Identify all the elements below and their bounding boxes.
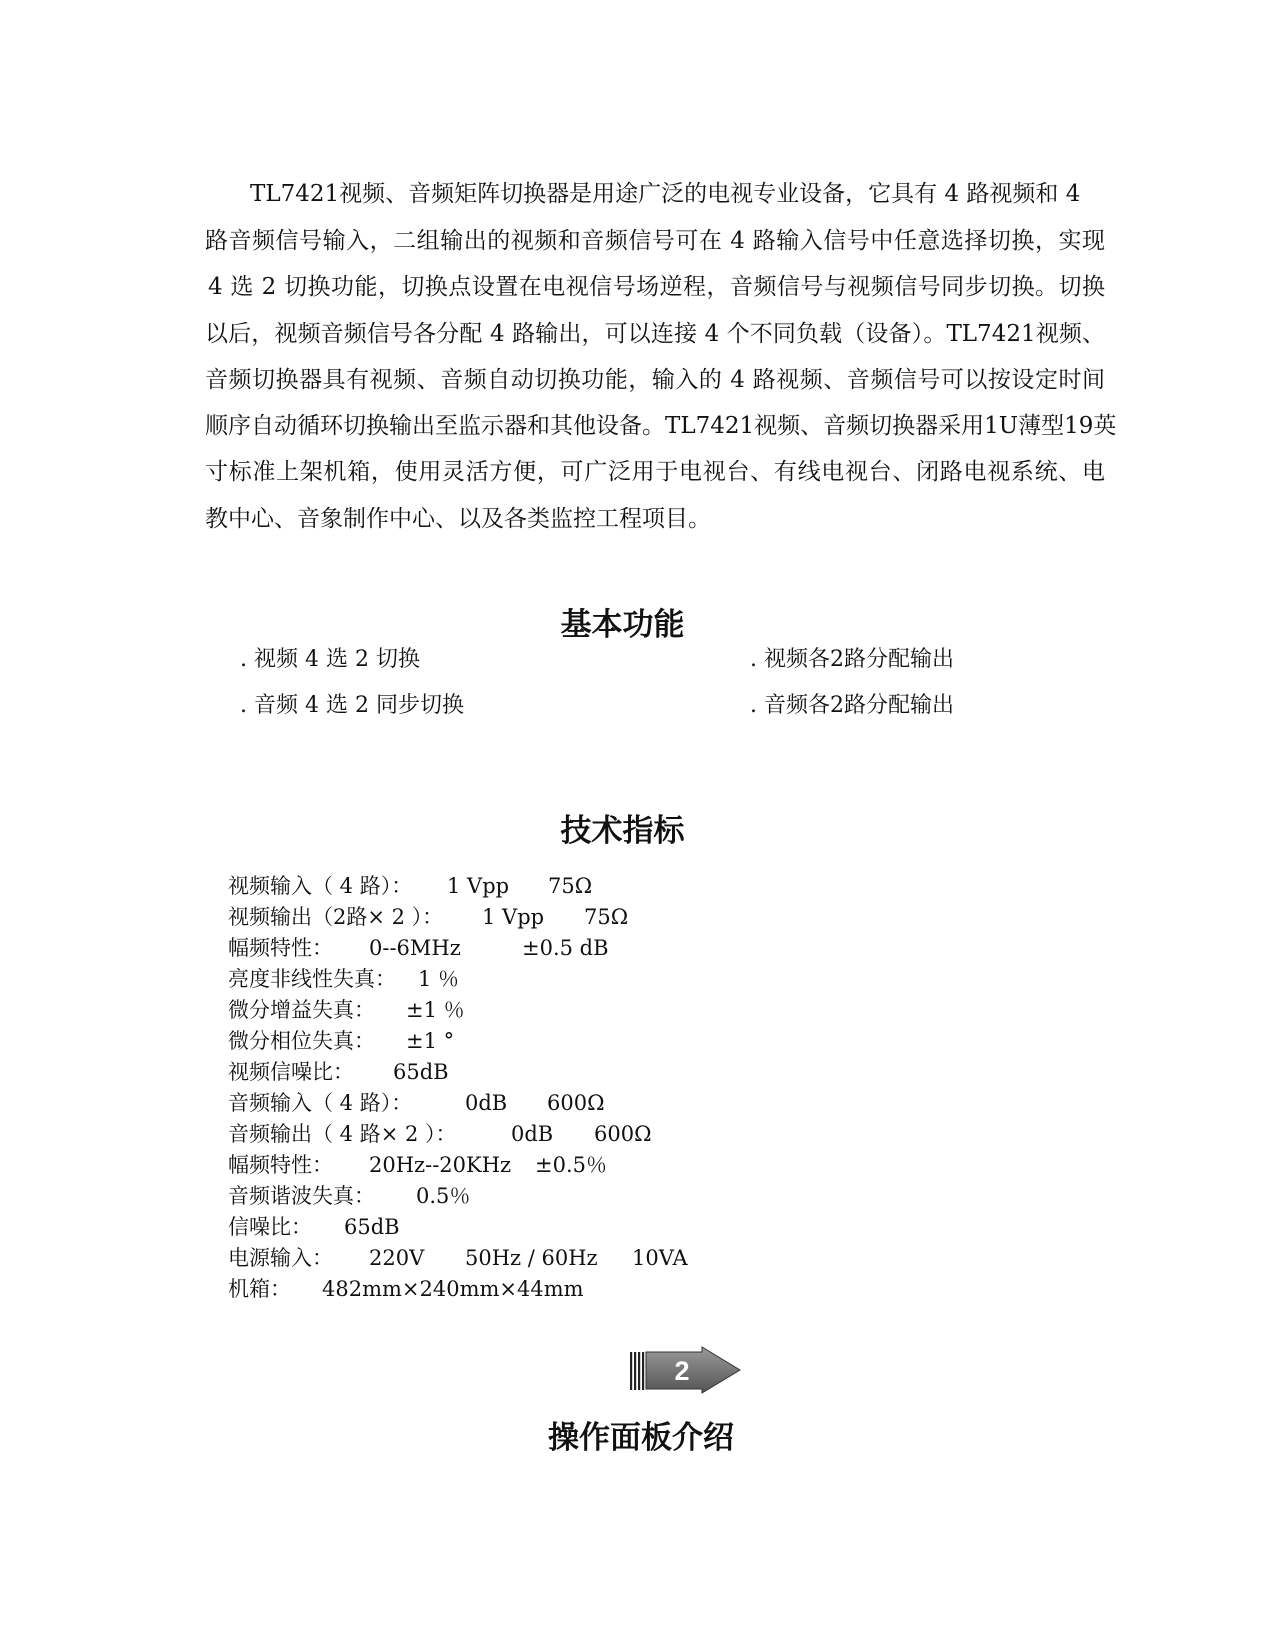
spec-value: 600Ω xyxy=(594,1122,652,1146)
spec-label: 视频输入（ 4 路）： xyxy=(228,874,413,898)
spec-value: 0dB xyxy=(511,1122,554,1146)
spec-row xyxy=(0,1276,1275,1302)
spec-value: 10VA xyxy=(632,1246,688,1270)
spec-label: 信噪比： xyxy=(228,1215,312,1239)
intro-line: 顺序自动循环切换输出至监示器和其他设备。TL7421视频、音频切换器采用1U薄型19英 xyxy=(205,413,1117,439)
spec-value: 1 ％ xyxy=(418,967,460,991)
spec-value: 1 Vpp xyxy=(482,905,545,929)
intro-line: 以后，视频音频信号各分配 4 路输出，可以连接 4 个不同负载（设备）。TL7421视频、 xyxy=(205,321,1105,347)
spec-value: 75Ω xyxy=(584,905,629,929)
section-heading-operation-panel: 操作面板介绍 xyxy=(548,1420,734,1455)
spec-row xyxy=(0,935,1275,961)
spec-value: ±1 ° xyxy=(406,1029,455,1053)
spec-row xyxy=(0,966,1275,992)
spec-value: ±0.5％ xyxy=(535,1153,607,1177)
spec-label: 微分相位失真： xyxy=(228,1029,375,1053)
spec-row xyxy=(0,904,1275,930)
spec-label: 幅频特性： xyxy=(228,1153,333,1177)
intro-line: 寸标准上架机箱，使用灵活方便，可广泛用于电视台、有线电视台、闭路电视系统、电 xyxy=(205,459,1105,485)
feature-item: . 视频各2路分配输出 xyxy=(750,647,954,672)
spec-value: 65dB xyxy=(344,1215,400,1239)
badge-stripes xyxy=(630,1352,644,1390)
spec-value: 75Ω xyxy=(548,874,593,898)
spec-label: 亮度非线性失真： xyxy=(228,967,396,991)
spec-value: ±0.5 dB xyxy=(522,936,609,960)
page-number: 2 xyxy=(674,1356,690,1386)
spec-value: 220V xyxy=(369,1246,425,1270)
spec-value: 600Ω xyxy=(547,1091,605,1115)
spec-row xyxy=(0,997,1275,1023)
spec-row xyxy=(0,1028,1275,1054)
spec-label: 幅频特性： xyxy=(228,936,333,960)
spec-row xyxy=(0,1183,1275,1209)
spec-row xyxy=(0,1214,1275,1240)
spec-row xyxy=(0,1121,1275,1147)
spec-label: 音频输入（ 4 路）： xyxy=(228,1091,413,1115)
feature-item: . 视频 4 选 2 切换 xyxy=(240,647,420,672)
spec-row xyxy=(0,1059,1275,1085)
spec-label: 音频谐波失真： xyxy=(228,1184,375,1208)
feature-item: . 音频各2路分配输出 xyxy=(750,693,954,718)
spec-row xyxy=(0,1245,1275,1271)
spec-value: 65dB xyxy=(393,1060,449,1084)
spec-value: 482mm×240mm×44mm xyxy=(322,1277,584,1301)
spec-row xyxy=(0,1152,1275,1178)
intro-line: 教中心、音象制作中心、以及各类监控工程项目。 xyxy=(205,506,711,532)
spec-value: 1 Vpp xyxy=(447,874,510,898)
intro-line: 路音频信号输入，二组输出的视频和音频信号可在 4 路输入信号中任意选择切换，实现 xyxy=(205,228,1105,254)
spec-value: 0.5％ xyxy=(416,1184,471,1208)
spec-label: 音频输出（ 4 路× 2 ）： xyxy=(228,1122,457,1146)
section-heading-basic-functions: 基本功能 xyxy=(560,607,685,642)
spec-label: 视频输出（2路× 2 ）： xyxy=(228,905,444,929)
feature-item: . 音频 4 选 2 同步切换 xyxy=(240,693,464,718)
page-number-arrow-icon xyxy=(628,1346,742,1394)
intro-line: TL7421视频、音频矩阵切换器是用途广泛的电视专业设备，它具有 4 路视频和 4 xyxy=(250,181,1081,207)
spec-label: 机箱： xyxy=(228,1277,291,1301)
spec-row xyxy=(0,873,1275,899)
spec-value: 20Hz--20KHz xyxy=(369,1153,512,1177)
badge-arrow-body xyxy=(646,1347,740,1393)
spec-label: 微分增益失真： xyxy=(228,998,375,1022)
intro-line: 音频切换器具有视频、音频自动切换功能，输入的 4 路视频、音频信号可以按设定时间 xyxy=(205,367,1105,393)
spec-value: 0--6MHz xyxy=(369,936,461,960)
section-heading-tech-specs: 技术指标 xyxy=(560,813,685,848)
spec-value: ±1 ％ xyxy=(406,998,465,1022)
spec-value: 50Hz / 60Hz xyxy=(465,1246,598,1270)
spec-value: 0dB xyxy=(465,1091,508,1115)
spec-label: 电源输入： xyxy=(228,1246,333,1270)
spec-row xyxy=(0,1090,1275,1116)
spec-label: 视频信噪比： xyxy=(228,1060,354,1084)
intro-line: 4 选 2 切换功能，切换点设置在电视信号场逆程，音频信号与视频信号同步切换。切换 xyxy=(208,274,1105,300)
